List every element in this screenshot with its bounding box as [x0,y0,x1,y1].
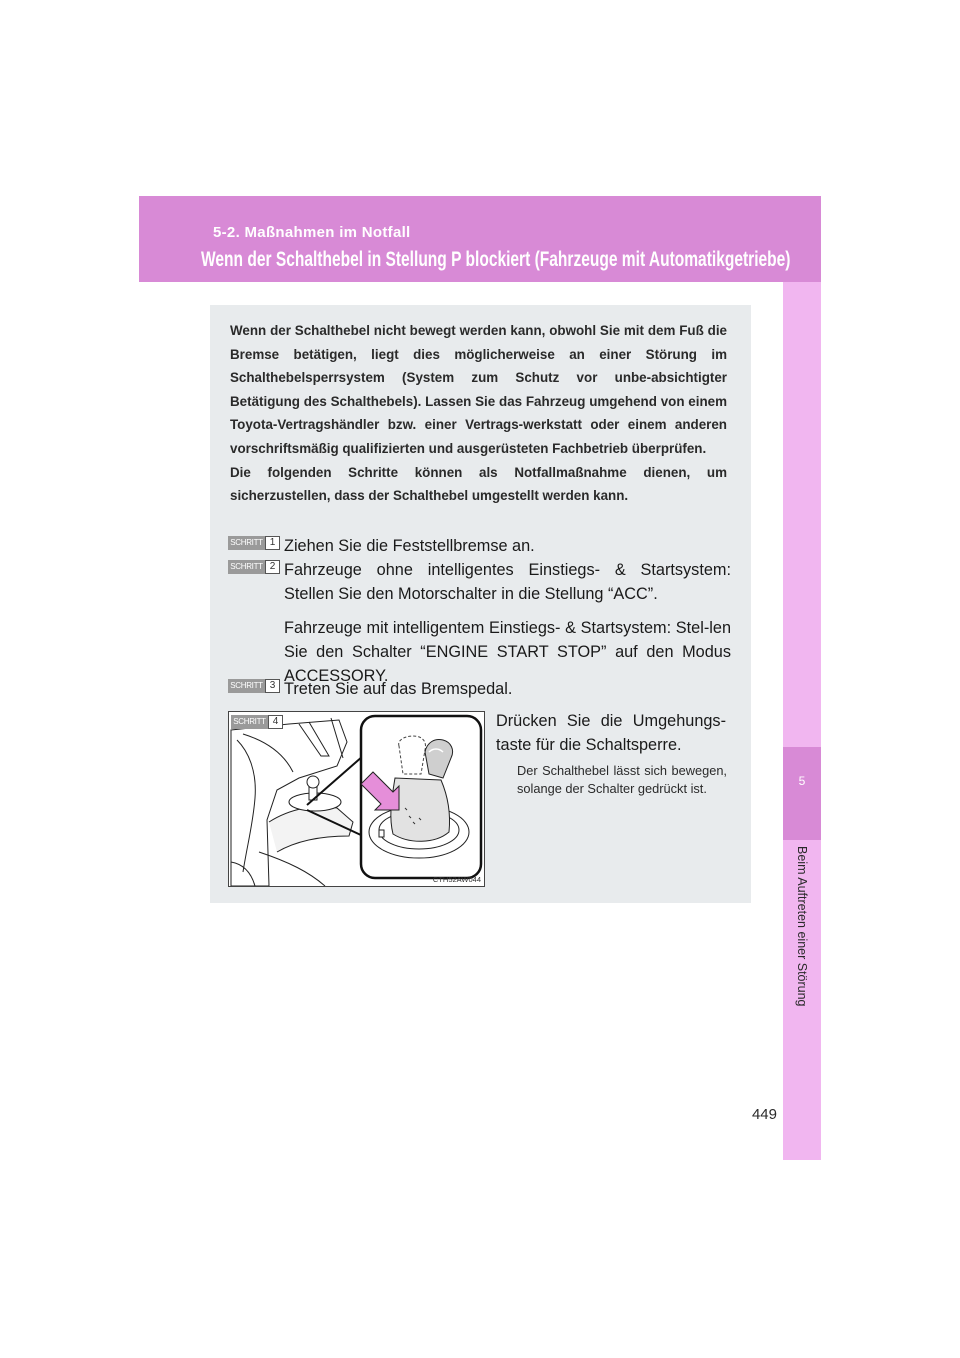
page-number: 449 [751,1106,777,1123]
step-badge [228,679,280,693]
content-box [210,305,751,903]
step-badge-label: SCHRITT [231,715,268,729]
step-4-note: Der Schalthebel lässt sich bewegen, solange der Schalter gedrückt ist. [517,763,727,796]
step-badge-label: SCHRITT [228,560,265,574]
page-header [139,196,821,282]
step-badge [228,536,280,550]
step-badge-number: 2 [265,560,280,574]
step-paragraph: Fahrzeuge ohne intelligentes Einstiegs- & Startsystem: Stellen Sie den Motorschalter in die Stellung “ACC”. [284,561,731,603]
section-label: 5-2. Maßnahmen im Notfall [213,224,411,241]
figure-code: CTH52AW044 [432,875,481,884]
step-badge [231,715,283,729]
step-text [284,558,731,688]
chapter-number-box [783,747,821,840]
intro-paragraph: Die folgenden Schritte können als Notfallmaßnahme dienen, um sicherzustellen, dass der Schalthebel umgestellt werden kann. [230,464,727,504]
step-badge-label: SCHRITT [228,679,265,693]
step-badge-label: SCHRITT [228,536,265,550]
step-text: Treten Sie auf das Bremspedal. [284,680,513,698]
chapter-number: 5 [798,774,806,788]
chapter-side-tab [783,282,821,1160]
page-title: Wenn der Schalthebel in Stellung P blockiert (Fahrzeuge mit Automatikgetriebe) [201,248,791,271]
step-badge [228,560,280,574]
step-badge-number: 1 [265,536,280,550]
step-paragraph: Fahrzeuge mit intelligentem Einstiegs- & Startsystem: Stel-len Sie den Schalter “ENGINE START STOP” auf den Modus ACCESSORY. [284,619,731,685]
shift-lock-override-illustration [229,712,484,886]
step-text: Ziehen Sie die Feststellbremse an. [284,537,535,555]
chapter-title: Beim Auftreten einer Störung [795,846,809,1007]
step-badge-number: 3 [265,679,280,693]
step-badge-number: 4 [268,715,283,729]
step-4-text: Drücken Sie die Umgehungs-taste für die Schaltsperre. [496,712,726,754]
shift-lock-figure [228,711,485,887]
intro-text [230,319,727,508]
intro-paragraph: Wenn der Schalthebel nicht bewegt werden kann, obwohl Sie mit dem Fuß die Bremse betätigen, liegt dies möglicherweise an einer Störung im Schalthebelsperrsystem (System zum Schutz vor unbe-absichtigter Betätigung des Schalthebels). Lassen Sie das Fahrzeug umgehend von einem Toyota-Vertragshändler bzw. einer Vertrags-werkstatt oder einem anderen vorschriftsmäßig qualifizierten und ausgerüsteten Fachbetrieb überprüfen. [230,323,727,456]
